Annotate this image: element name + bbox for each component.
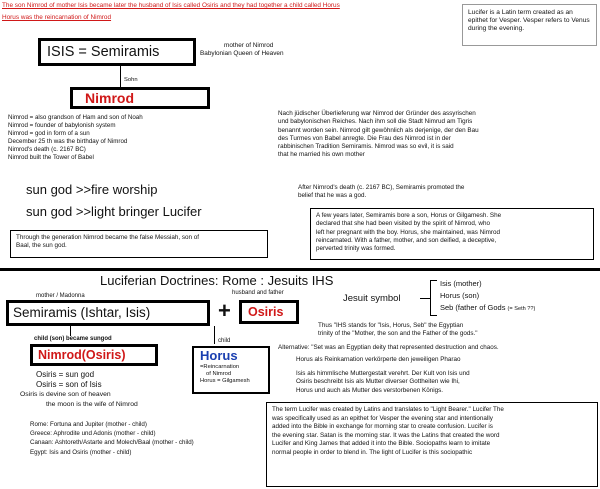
nimrod-facts: [8, 114, 248, 162]
osiris-line: Osiris = sun god: [36, 370, 95, 379]
lucifer-bottom-box: [266, 402, 598, 487]
german-line: und babylonischen Reiches. Nach ihm soll die Stadt Nimrud am Tigris: [278, 118, 473, 126]
ihs-explanation-line: trinity of the "Mother, the son and the Father of the gods.": [318, 330, 478, 338]
osiris-line: the moon is the wife of Nimrod: [46, 401, 138, 408]
generation-line: Through the generation Nimrod became the false Messiah, son of: [16, 234, 200, 241]
ihs-explanation: [318, 322, 588, 339]
lucifer-note: Lucifer is a Latin term created as an epithet for Vesper. Vesper refers to Venus during the evening.: [468, 9, 590, 33]
isis-caption: [200, 42, 284, 58]
nimrod-fact: Nimrod = god in form of a sun: [8, 130, 90, 137]
lucifer-bottom-line: was specifically used as an epithet for Vesper the evening star and intentionally: [272, 414, 493, 422]
german-line: des Turmes von Babel anregte. Die Frau des Nimrod ist in der: [278, 134, 451, 142]
mother-child-pairs: [30, 420, 270, 457]
generation-line: Baal, the sun god.: [16, 242, 67, 250]
horus-story-line: declared that she had been visited by the spirit of Nimrod, who: [316, 220, 490, 228]
sun-god-lucifer: sun god >>light bringer Lucifer: [26, 204, 202, 219]
german-isis-line: Horus und auch als Mutter des verstorbenen Königs.: [296, 386, 444, 394]
isis-caption-2: Babylonian Queen of Heaven: [200, 50, 284, 57]
horus-story-line: A few years later, Semiramis bore a son, Horus or Gilgamesh. She: [316, 212, 502, 219]
nimrod-osiris-label: Nimrod(Osiris): [38, 348, 126, 362]
lucifer-bottom-line: added into the Bible in exchange for morning star to create confusion. Lucifer is: [272, 423, 493, 431]
ihs-item-seb: Seb (father of Gods (= Seth ??): [440, 303, 536, 312]
death-note: [298, 184, 568, 201]
jesuit-pointer: [420, 298, 430, 299]
generation-note-box: [10, 230, 268, 258]
nimrod-fact: Nimrod's death (c. 2167 BC): [8, 146, 86, 153]
sohn-label: Sohn: [124, 77, 138, 83]
horus-story-box: [310, 208, 594, 260]
pair-canaan: Canaan: Ashtoreth/Astarte and Molech/Baal (mother - child): [30, 439, 194, 447]
osiris-box: [239, 300, 299, 324]
plus-sign: +: [218, 298, 231, 323]
isis-box: [38, 38, 196, 66]
osiris-box-label: Osiris: [248, 305, 284, 319]
german-isis-line: Osiris beschreibt Isis als Mutter diverser Gottheiten wie Ihi,: [296, 378, 460, 386]
alternative-text: Alternative: "Set was an Egyptian deity that represented destruction and chaos.: [278, 344, 499, 351]
ihs-item-isis: Isis (mother): [440, 279, 482, 288]
lucifer-bottom-line: Lucifer and King James that added it into the Bible. Sociopaths learn to imitate: [272, 440, 491, 448]
nimrod-fact: December 25 th was the birthday of Nimrod: [8, 138, 128, 145]
ihs-item-horus: Horus (son): [440, 291, 480, 300]
child-label: child: [218, 338, 231, 344]
horus-caption-line: of Nimrod: [206, 370, 232, 377]
osiris-horus-connector: [214, 326, 215, 344]
nimrod-fact: Nimrod = also grandson of Ham and son of Noah: [8, 114, 143, 121]
horus-story-line: perverted trinity was formed.: [316, 245, 396, 253]
isis-caption-1: mother of Nimrod: [224, 42, 274, 49]
lucifer-note-box: [462, 4, 597, 46]
nimrod-osiris-box: [30, 344, 158, 366]
german-line: Nach jüdischer Überlieferung war Nimrod der Gründer des assyrischen: [278, 110, 476, 117]
lucifer-bottom-line: normal people in order to blend in. The light of Lucifer is this sociopathic: [272, 448, 473, 456]
german-line: benannt worden sein. Nimrod gilt gewöhnlich als derjenige, der den Bau: [278, 126, 479, 134]
horus-caption-line: =Reincarnation: [200, 364, 240, 370]
top-banner-line2: Horus was the reincarnation of Nimrod: [2, 14, 112, 21]
horus-box-label: Horus: [200, 348, 238, 363]
top-banner: [2, 2, 462, 22]
semiramis-box-label: Semiramis (Ishtar, Isis): [13, 305, 151, 320]
isis-nimrod-connector: [120, 66, 121, 88]
osiris-lines: [20, 370, 138, 410]
osiris-line: Osiris is devine son of heaven: [20, 391, 111, 398]
ihs-bracket: [430, 280, 437, 316]
nimrod-fact: Nimrod built the Tower of Babel: [8, 154, 94, 161]
semiramis-box: [6, 300, 210, 326]
ihs-list: [440, 278, 535, 315]
pair-greece: Greece: Aphrodite und Adonis (mother - child): [30, 430, 156, 438]
german-horus-text: Horus als Reinkarnation verkörperte den jeweiligen Pharao: [296, 356, 461, 363]
german-isis-line: Isis als himmlische Muttergestalt verehrt. Der Kult von Isis und: [296, 370, 470, 377]
mother-madonna-label: mother / Madonna: [36, 293, 85, 299]
semiramis-child-connector: [70, 326, 71, 336]
ihs-explanation-line: Thus "IHS stands for "Isis, Horus, Seb" the Egyptian: [318, 322, 464, 329]
pair-rome: Rome: Fortuna and Jupiter (mother - child): [30, 421, 147, 428]
horus-caption: [194, 364, 268, 384]
jesuit-symbol-label: Jesuit symbol: [343, 293, 401, 304]
seth-note: (= Seth ??): [507, 306, 536, 312]
husband-father-label: husband and father: [232, 290, 284, 296]
nimrod-fact: Nimrod = founder of babylonish system: [8, 122, 116, 129]
lucifer-bottom-line: The term Lucifer was created by Latins and translates to "Light Bearer." Lucifer The: [272, 406, 504, 413]
german-line: that he married his own mother: [278, 151, 365, 159]
nimrod-box: [70, 87, 210, 109]
german-text: [278, 110, 588, 160]
isis-box-label: ISIS = Semiramis: [47, 44, 160, 60]
german-isis-text: [296, 370, 596, 395]
child-son-label: child (son) became sungod: [34, 336, 112, 342]
horus-story-line: reincarnated. With a father, mother, and son deified, a deceptive,: [316, 236, 497, 244]
nimrod-box-label: Nimrod: [85, 90, 134, 106]
horus-caption-line: Horus = Gilgamesh: [200, 377, 250, 384]
pair-egypt: Egypt: Isis and Osiris (mother - child): [30, 448, 132, 456]
osiris-line: Osiris = son of Isis: [36, 380, 102, 389]
section-divider: [0, 268, 600, 271]
top-banner-line1: The son Nimrod of mother Isis became later the husband of Isis called Osiris and they had together a child called Horus: [2, 2, 340, 9]
doctrines-title: Luciferian Doctrines: Rome : Jesuits IHS: [100, 273, 334, 288]
german-line: rabbinischen Tradition Semiramis. Nimrod was so evil, it is said: [278, 143, 454, 151]
death-note-line: After Nimrod's death (c. 2167 BC), Semiramis promoted the: [298, 184, 465, 191]
death-note-line: belief that he was a god.: [298, 192, 367, 200]
lucifer-bottom-line: the evening star. Satan is the morning star. It was the Latins that created the word: [272, 431, 500, 439]
sun-god-fire: sun god >>fire worship: [26, 182, 158, 197]
horus-box: [192, 346, 270, 394]
horus-story-line: left her pregnant with the boy. Horus, she maintained, was Nimrod: [316, 228, 500, 236]
